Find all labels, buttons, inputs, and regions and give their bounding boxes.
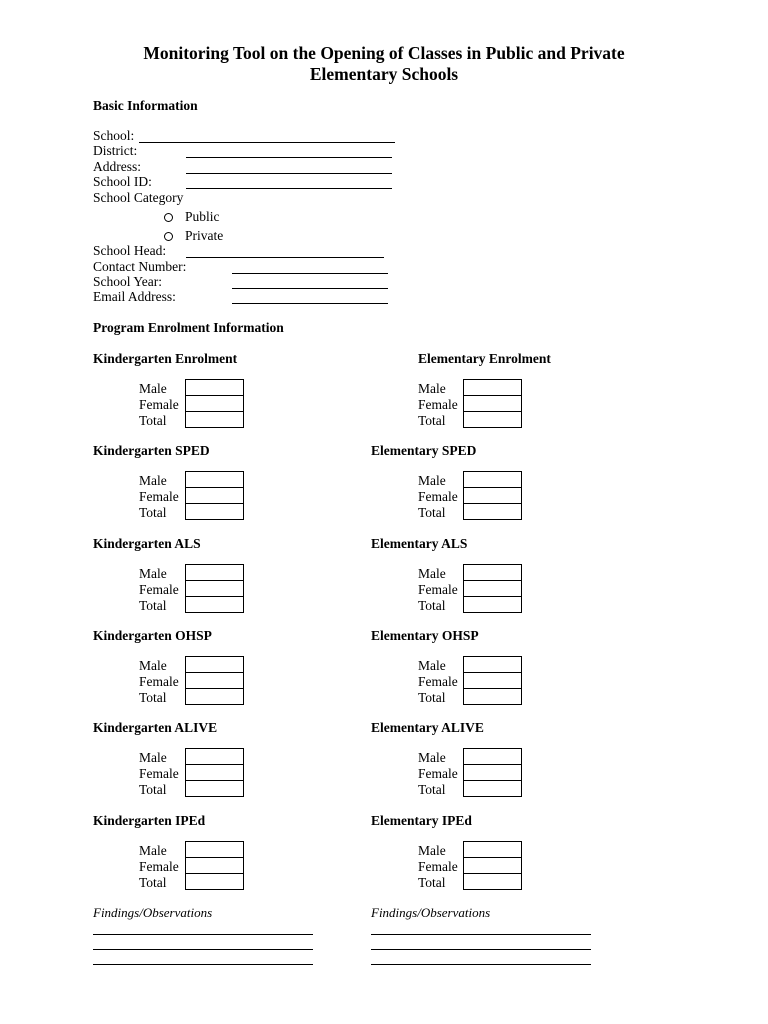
kindergarten-ohsp-female-box[interactable] <box>185 672 244 689</box>
district-label: District: <box>93 143 138 158</box>
elementary-als-male-box[interactable] <box>463 564 522 581</box>
elementary-als-count-boxes <box>463 564 521 613</box>
section-title-kindergarten-ohsp: Kindergarten OHSP <box>93 628 212 643</box>
kindergarten-iped-total-label: Total <box>139 875 167 890</box>
findings-left-label: Findings/Observations <box>93 905 213 920</box>
elementary-enrolment-total-box[interactable] <box>463 411 522 428</box>
kindergarten-ohsp-female-label: Female <box>139 674 179 689</box>
elementary-ohsp-count-boxes <box>463 656 521 705</box>
elementary-alive-male-label: Male <box>418 750 446 765</box>
elementary-iped-count-boxes <box>463 841 521 890</box>
kindergarten-sped-total-label: Total <box>139 505 167 520</box>
radio-private-label: Private <box>185 228 224 243</box>
elementary-alive-female-box[interactable] <box>463 764 522 781</box>
district-field[interactable] <box>186 157 392 158</box>
program-enrolment-heading: Program Enrolment Information <box>93 320 284 335</box>
kindergarten-ohsp-total-box[interactable] <box>185 688 244 705</box>
elementary-iped-male-label: Male <box>418 843 446 858</box>
elementary-enrolment-female-box[interactable] <box>463 395 522 412</box>
kindergarten-als-female-box[interactable] <box>185 580 244 597</box>
elementary-sped-female-box[interactable] <box>463 487 522 504</box>
elementary-ohsp-total-box[interactable] <box>463 688 522 705</box>
kindergarten-iped-female-label: Female <box>139 859 179 874</box>
kindergarten-enrolment-count-boxes <box>185 379 243 428</box>
kindergarten-iped-count-boxes <box>185 841 243 890</box>
kindergarten-als-male-box[interactable] <box>185 564 244 581</box>
findings-right-line-3[interactable] <box>371 964 591 965</box>
elementary-iped-total-label: Total <box>418 875 446 890</box>
elementary-alive-female-label: Female <box>418 766 458 781</box>
school-field[interactable] <box>139 142 395 143</box>
kindergarten-alive-male-box[interactable] <box>185 748 244 765</box>
kindergarten-enrolment-female-box[interactable] <box>185 395 244 412</box>
elementary-alive-total-label: Total <box>418 782 446 797</box>
kindergarten-ohsp-male-box[interactable] <box>185 656 244 673</box>
radio-public[interactable] <box>164 213 173 222</box>
elementary-iped-male-box[interactable] <box>463 841 522 858</box>
kindergarten-enrolment-male-label: Male <box>139 381 167 396</box>
elementary-als-total-label: Total <box>418 598 446 613</box>
section-title-elementary-enrolment: Elementary Enrolment <box>418 351 551 366</box>
elementary-iped-total-box[interactable] <box>463 873 522 890</box>
findings-right-label: Findings/Observations <box>371 905 491 920</box>
kindergarten-enrolment-male-box[interactable] <box>185 379 244 396</box>
email-address-label: Email Address: <box>93 289 176 304</box>
school-label: School: <box>93 128 135 143</box>
section-title-kindergarten-iped: Kindergarten IPEd <box>93 813 206 828</box>
kindergarten-sped-female-label: Female <box>139 489 179 504</box>
kindergarten-iped-total-box[interactable] <box>185 873 244 890</box>
findings-left-line-3[interactable] <box>93 964 313 965</box>
kindergarten-ohsp-total-label: Total <box>139 690 167 705</box>
kindergarten-sped-count-boxes <box>185 471 243 520</box>
form-title-line1: Monitoring Tool on the Opening of Classes in Public and Private <box>143 43 625 63</box>
elementary-als-total-box[interactable] <box>463 596 522 613</box>
school-head-field[interactable] <box>186 257 384 258</box>
address-field[interactable] <box>186 173 392 174</box>
email-address-field[interactable] <box>232 303 388 304</box>
section-title-elementary-sped: Elementary SPED <box>371 443 477 458</box>
kindergarten-alive-male-label: Male <box>139 750 167 765</box>
section-title-elementary-ohsp: Elementary OHSP <box>371 628 479 643</box>
kindergarten-als-male-label: Male <box>139 566 167 581</box>
kindergarten-als-count-boxes <box>185 564 243 613</box>
kindergarten-iped-male-box[interactable] <box>185 841 244 858</box>
findings-left-line-2[interactable] <box>93 949 313 950</box>
kindergarten-alive-total-box[interactable] <box>185 780 244 797</box>
kindergarten-sped-total-box[interactable] <box>185 503 244 520</box>
kindergarten-sped-female-box[interactable] <box>185 487 244 504</box>
elementary-enrolment-count-boxes <box>463 379 521 428</box>
basic-info-heading: Basic Information <box>93 98 198 113</box>
elementary-ohsp-female-box[interactable] <box>463 672 522 689</box>
kindergarten-sped-male-box[interactable] <box>185 471 244 488</box>
kindergarten-enrolment-total-label: Total <box>139 413 167 428</box>
radio-private[interactable] <box>164 232 173 241</box>
elementary-enrolment-male-box[interactable] <box>463 379 522 396</box>
kindergarten-iped-female-box[interactable] <box>185 857 244 874</box>
findings-right-line-2[interactable] <box>371 949 591 950</box>
elementary-alive-total-box[interactable] <box>463 780 522 797</box>
elementary-iped-female-label: Female <box>418 859 458 874</box>
elementary-als-female-box[interactable] <box>463 580 522 597</box>
section-title-kindergarten-alive: Kindergarten ALIVE <box>93 720 218 735</box>
kindergarten-alive-female-label: Female <box>139 766 179 781</box>
address-label: Address: <box>93 159 141 174</box>
section-title-elementary-alive: Elementary ALIVE <box>371 720 484 735</box>
contact-number-field[interactable] <box>232 273 388 274</box>
elementary-ohsp-total-label: Total <box>418 690 446 705</box>
kindergarten-iped-male-label: Male <box>139 843 167 858</box>
kindergarten-ohsp-count-boxes <box>185 656 243 705</box>
elementary-sped-female-label: Female <box>418 489 458 504</box>
elementary-sped-male-box[interactable] <box>463 471 522 488</box>
elementary-alive-male-box[interactable] <box>463 748 522 765</box>
kindergarten-ohsp-male-label: Male <box>139 658 167 673</box>
elementary-als-female-label: Female <box>418 582 458 597</box>
kindergarten-alive-female-box[interactable] <box>185 764 244 781</box>
school-head-label: School Head: <box>93 243 167 258</box>
elementary-sped-male-label: Male <box>418 473 446 488</box>
section-title-kindergarten-enrolment: Kindergarten Enrolment <box>93 351 238 366</box>
elementary-ohsp-male-label: Male <box>418 658 446 673</box>
elementary-iped-female-box[interactable] <box>463 857 522 874</box>
kindergarten-alive-total-label: Total <box>139 782 167 797</box>
elementary-enrolment-total-label: Total <box>418 413 446 428</box>
elementary-enrolment-female-label: Female <box>418 397 458 412</box>
findings-right-line-1[interactable] <box>371 934 591 935</box>
kindergarten-als-total-label: Total <box>139 598 167 613</box>
school-id-field[interactable] <box>186 188 392 189</box>
elementary-sped-total-box[interactable] <box>463 503 522 520</box>
kindergarten-enrolment-total-box[interactable] <box>185 411 244 428</box>
elementary-enrolment-male-label: Male <box>418 381 446 396</box>
school-category-label: School Category <box>93 190 184 205</box>
kindergarten-als-total-box[interactable] <box>185 596 244 613</box>
radio-public-label: Public <box>185 209 220 224</box>
kindergarten-als-female-label: Female <box>139 582 179 597</box>
kindergarten-alive-count-boxes <box>185 748 243 797</box>
findings-left-line-1[interactable] <box>93 934 313 935</box>
form-title-line2: Elementary Schools <box>309 64 459 84</box>
elementary-ohsp-female-label: Female <box>418 674 458 689</box>
school-id-label: School ID: <box>93 174 152 189</box>
elementary-als-male-label: Male <box>418 566 446 581</box>
contact-number-label: Contact Number: <box>93 259 187 274</box>
elementary-ohsp-male-box[interactable] <box>463 656 522 673</box>
section-title-kindergarten-als: Kindergarten ALS <box>93 536 201 551</box>
elementary-sped-count-boxes <box>463 471 521 520</box>
kindergarten-sped-male-label: Male <box>139 473 167 488</box>
elementary-alive-count-boxes <box>463 748 521 797</box>
elementary-sped-total-label: Total <box>418 505 446 520</box>
school-year-field[interactable] <box>232 288 388 289</box>
school-year-label: School Year: <box>93 274 163 289</box>
section-title-elementary-iped: Elementary IPEd <box>371 813 472 828</box>
section-title-elementary-als: Elementary ALS <box>371 536 468 551</box>
kindergarten-enrolment-female-label: Female <box>139 397 179 412</box>
section-title-kindergarten-sped: Kindergarten SPED <box>93 443 210 458</box>
